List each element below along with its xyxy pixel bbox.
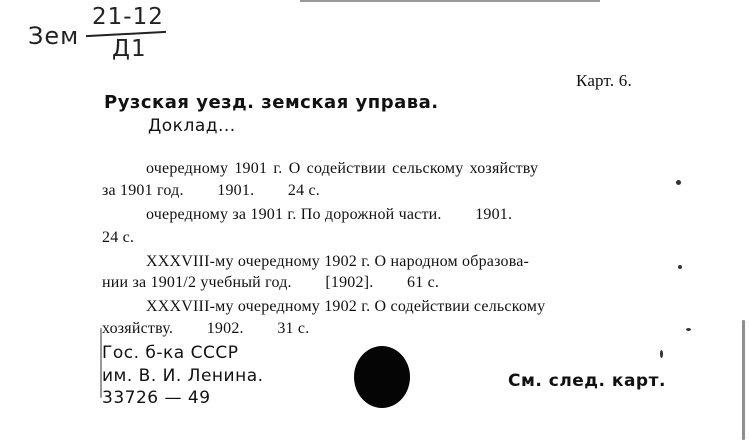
left-margin-mark bbox=[100, 328, 102, 398]
handwritten-numerator: 21-12 bbox=[92, 4, 164, 30]
speck bbox=[678, 265, 682, 269]
speck bbox=[660, 350, 663, 358]
handwritten-prefix: Зем bbox=[28, 22, 80, 50]
library-stamp-line-2: им. В. И. Ленина. bbox=[102, 366, 264, 386]
entry-1-line-1: очередному 1901 г. О содействии сельскому хозяйству bbox=[146, 160, 539, 177]
ink-blot bbox=[354, 346, 410, 408]
entry-2-line-1: очередному за 1901 г. По дорожной части. 1901. bbox=[146, 206, 513, 223]
entry-2-line-2: 24 с. bbox=[102, 229, 135, 246]
right-edge-shadow bbox=[742, 320, 745, 440]
speck bbox=[686, 328, 691, 331]
document-title: Доклад... bbox=[148, 116, 236, 136]
library-stamp-line-3: 33726 — 49 bbox=[102, 388, 211, 408]
top-edge-line bbox=[300, 0, 600, 2]
speck bbox=[676, 180, 681, 185]
card-number: Карт. 6. bbox=[576, 71, 632, 90]
entry-4-line-2: хозяйству. 1902. 31 с. bbox=[102, 320, 310, 337]
handwritten-denominator: Д1 bbox=[112, 36, 147, 62]
institution-heading: Рузская уезд. земская управа. bbox=[104, 92, 439, 113]
entry-3-line-2: нии за 1901/2 учебный год. [1902]. 61 с. bbox=[102, 274, 440, 291]
library-stamp-line-1: Гос. б-ка СССР bbox=[102, 343, 239, 363]
see-next-card: См. след. карт. bbox=[508, 371, 666, 391]
entry-1-line-2: за 1901 год. 1901. 24 с. bbox=[102, 182, 320, 199]
entry-4-line-1: XXXVIII-му очередному 1902 г. О содействии сельскому bbox=[146, 298, 546, 315]
entry-3-line-1: XXXVIII-му очередному 1902 г. О народном образова- bbox=[146, 253, 530, 270]
